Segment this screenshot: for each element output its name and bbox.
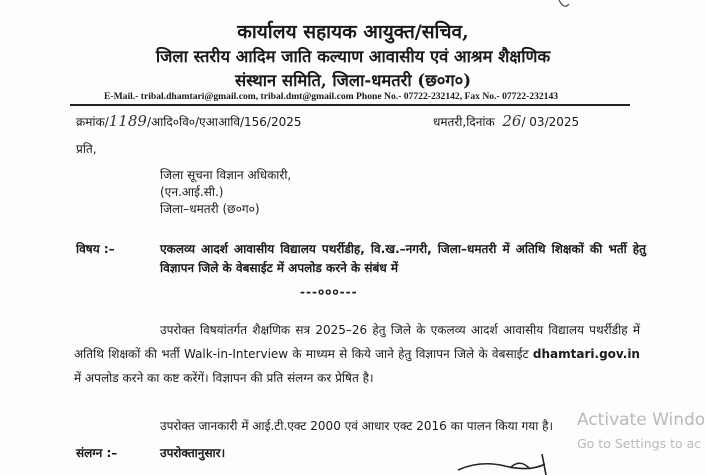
para-1-end: में अपलोड करने का कष्ट करेंगें। विज्ञापन की प्रति संलग्न कर प्रेषित है। xyxy=(74,371,374,385)
website-link: dhamtari.gov.in xyxy=(532,347,640,361)
subject-text: एकलव्य आदर्श आवासीय विद्यालय पथर्रीडीह, वि.ख.–नगरी, जिला–धमतरी में अतिथि शिक्षकों की भर्ती हेतु विज्ञापन जिले के वेबसाईट में अपलोड करने के संबंध में xyxy=(160,242,646,275)
addressee-line-1: जिला सूचना विज्ञान अधिकारी, xyxy=(160,168,292,182)
addressee-line-2: (एन.आई.सी.) xyxy=(160,185,224,199)
separator: ---०००--- xyxy=(300,285,358,299)
para-1-start: उपरोक्त विषयांतर्गत शैक्षणिक सत्र 2025–26 हेतु जिले के एकलव्य आदर्श आवासीय विद्यालय पथर्रीडीह में अतिथि शिक्षकों की भर्ती Walk-in-Interview के माध्यम से किये जाने हेतु विज्ञापन जिले के वेबसाईट xyxy=(74,323,640,361)
handwritten-day: 26 xyxy=(502,112,522,130)
office-subtitle: जिला स्तरीय आदिम जाति कल्याण आवासीय एवं आश्रम शैक्षणिक xyxy=(155,47,551,66)
addressee-line-3: जिला–धमतरी (छ०ग०) xyxy=(160,202,260,216)
body-paragraph-1 xyxy=(74,318,640,390)
scan-mark xyxy=(556,0,572,14)
date-suffix: / 03/2025 xyxy=(521,115,580,129)
activate-windows-subtitle[interactable]: Go to Settings to ac xyxy=(577,436,702,451)
subject-label: विषय :– xyxy=(76,242,115,256)
office-title: कार्यालय सहायक आयुक्त/सचिव, xyxy=(237,21,469,43)
enclosure-text: उपरोक्तानुसार। xyxy=(160,446,226,460)
reference-number xyxy=(76,112,302,130)
handwritten-number: 1189 xyxy=(108,112,147,130)
activate-windows-title: Activate Windo xyxy=(577,410,706,430)
reference-label: क्रमांक/ xyxy=(76,115,109,129)
body-paragraph-2: उपरोक्त जानकारी में आई.टी.एक्ट 2000 एवं आधार एक्ट 2016 का पालन किया गया है। xyxy=(160,419,554,433)
letter-date xyxy=(433,112,579,130)
reference-suffix: /आदि०वि०/एआआवि/156/2025 xyxy=(146,115,302,129)
signature xyxy=(450,450,570,475)
to-label: प्रति, xyxy=(76,142,97,156)
contact-line: E-Mail.- tribal.dhamtari@gmail.com, tribal.dmt@gmail.com Phone No.- 07722-232142, Fax No.- 07722-232143 xyxy=(104,91,559,102)
date-label: धमतरी,दिनांक xyxy=(433,115,495,129)
header-rule xyxy=(70,104,630,106)
office-committee: संस्थान समिति, जिला-धमतरी (छ०ग०) xyxy=(234,71,472,90)
enclosure-label: संलग्न :– xyxy=(76,446,118,460)
